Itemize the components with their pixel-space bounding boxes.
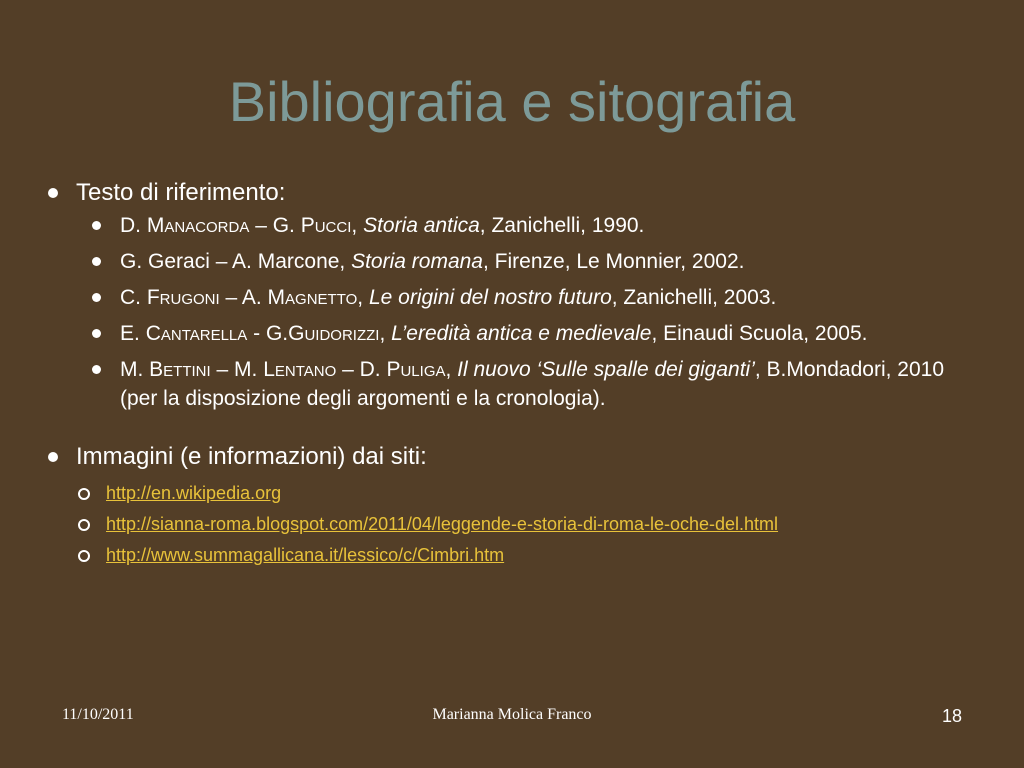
hollow-circle-bullet-icon [78,519,90,531]
slide-body [48,178,978,572]
bullet-dot-icon [92,329,101,338]
bullet-dot-icon [92,365,101,374]
bullet-immagini [48,442,978,471]
reference-title: Storia romana [351,250,483,273]
reference-title: Le origini del nostro futuro [368,286,612,309]
reference-title: L’eredità antica e medievale [391,322,652,345]
reference-item: M. Bettini – M. Lentano – D. Puliga, Il nuovo ‘Sulle spalle dei giganti’, B.Mondadori, 2010 (per la disposizione degli argomenti e la cronologia). [92,355,978,413]
bullet-testo-riferimento [48,178,978,207]
bullet-dot-icon [92,221,101,230]
link-sianna-roma[interactable]: http://sianna-roma.blogspot.com/2011/04/leggende-e-storia-di-roma-le-oche-del.html [106,514,779,534]
link-item [78,479,978,507]
slide-title: Bibliografia e sitografia [228,70,796,133]
link-item [78,510,978,538]
link-summagallicana[interactable]: http://www.summagallicana.it/lessico/c/Cimbri.htm [106,545,505,565]
reference-list [92,211,978,413]
section1-heading: Testo di riferimento: [76,179,286,206]
reference-item: D. Manacorda – G. Pucci, Storia antica, Zanichelli, 1990. [92,211,978,240]
page-number: 18 [941,706,962,726]
hollow-circle-bullet-icon [78,550,90,562]
reference-item: G. Geraci – A. Marcone, Storia romana, Firenze, Le Monnier, 2002. [92,247,978,276]
reference-title: Il nuovo ‘Sulle spalle dei giganti’ [457,358,755,381]
bullet-dot-icon [48,188,58,198]
bullet-dot-icon [92,293,101,302]
link-wikipedia[interactable]: http://en.wikipedia.org [106,483,282,503]
bullet-dot-icon [48,452,58,462]
reference-title: Storia antica [363,214,480,237]
link-item [78,541,978,569]
link-list [78,479,978,569]
footer-date: 11/10/2011 [62,706,134,723]
reference-item: E. Cantarella - G.Guidorizzi, L’eredità antica e medievale, Einaudi Scuola, 2005. [92,319,978,348]
reference-item: C. Frugoni – A. Magnetto, Le origini del nostro futuro, Zanichelli, 2003. [92,283,978,312]
section2-heading: Immagini (e informazioni) dai siti: [76,443,427,470]
hollow-circle-bullet-icon [78,488,90,500]
bullet-dot-icon [92,257,101,266]
footer-author: Marianna Molica Franco [432,706,592,723]
